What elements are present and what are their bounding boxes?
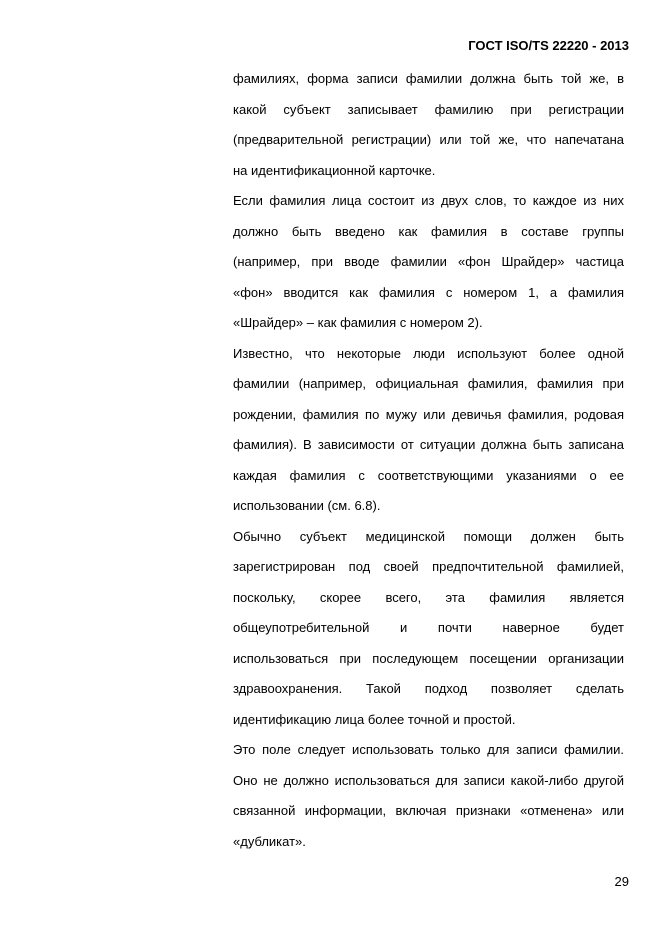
text-line: фамилиях, форма записи фамилии должна быть той же, в	[233, 71, 624, 86]
text-line: (например, при вводе фамилии «фон Шрайдер» частица	[233, 254, 624, 269]
text-line: Если фамилия лица состоит из двух слов, то каждое из них	[233, 193, 624, 208]
text-line: «дубликат».	[233, 833, 306, 849]
text-line: (предварительной регистрации) или той же, что напечатана	[233, 132, 624, 147]
text-line: «фон» вводится как фамилия с номером 1, а фамилия	[233, 284, 624, 300]
paragraph	[233, 339, 624, 522]
text-line: «Шрайдер» – как фамилия с номером 2).	[233, 315, 483, 330]
page-number: 29	[614, 874, 629, 889]
text-line: Известно, что некоторые люди используют более одной	[233, 345, 624, 361]
text-line: на идентификационной карточке.	[233, 162, 436, 178]
text-line: фамилии (например, официальная фамилия, фамилия при	[233, 376, 624, 391]
text-line: использовании (см. 6.8).	[233, 498, 381, 513]
text-line: здравоохранения. Такой подход позволяет сделать	[233, 681, 624, 696]
paragraph	[233, 64, 624, 186]
text-line: поскольку, скорее всего, эта фамилия является	[233, 589, 624, 605]
paragraph	[233, 186, 624, 339]
document-header: ГОСТ ISO/TS 22220 - 2013	[468, 38, 629, 53]
text-line: рождении, фамилия по мужу или девичья фамилия, родовая	[233, 406, 624, 422]
text-line: Обычно субъект медицинской помощи должен быть	[233, 528, 624, 544]
document-body	[233, 64, 624, 857]
text-line: какой субъект записывает фамилию при регистрации	[233, 101, 624, 117]
text-line: должно быть введено как фамилия в составе группы	[233, 223, 624, 239]
text-line: использоваться при последующем посещении организации	[233, 650, 624, 666]
text-line: связанной информации, включая признаки «отменена» или	[233, 803, 624, 818]
text-line: идентификацию лица более точной и простой.	[233, 711, 516, 727]
text-line: Это поле следует использовать только для записи фамилии.	[233, 742, 624, 757]
text-line: Оно не должно использоваться для записи какой-либо другой	[233, 772, 624, 788]
text-line: каждая фамилия с соответствующими указаниями о ее	[233, 467, 624, 483]
paragraph	[233, 735, 624, 857]
text-line: общеупотребительной и почти наверное будет	[233, 620, 624, 635]
text-line: зарегистрирован под своей предпочтительной фамилией,	[233, 559, 624, 574]
text-line: фамилия). В зависимости от ситуации должна быть записана	[233, 437, 624, 452]
paragraph	[233, 522, 624, 736]
